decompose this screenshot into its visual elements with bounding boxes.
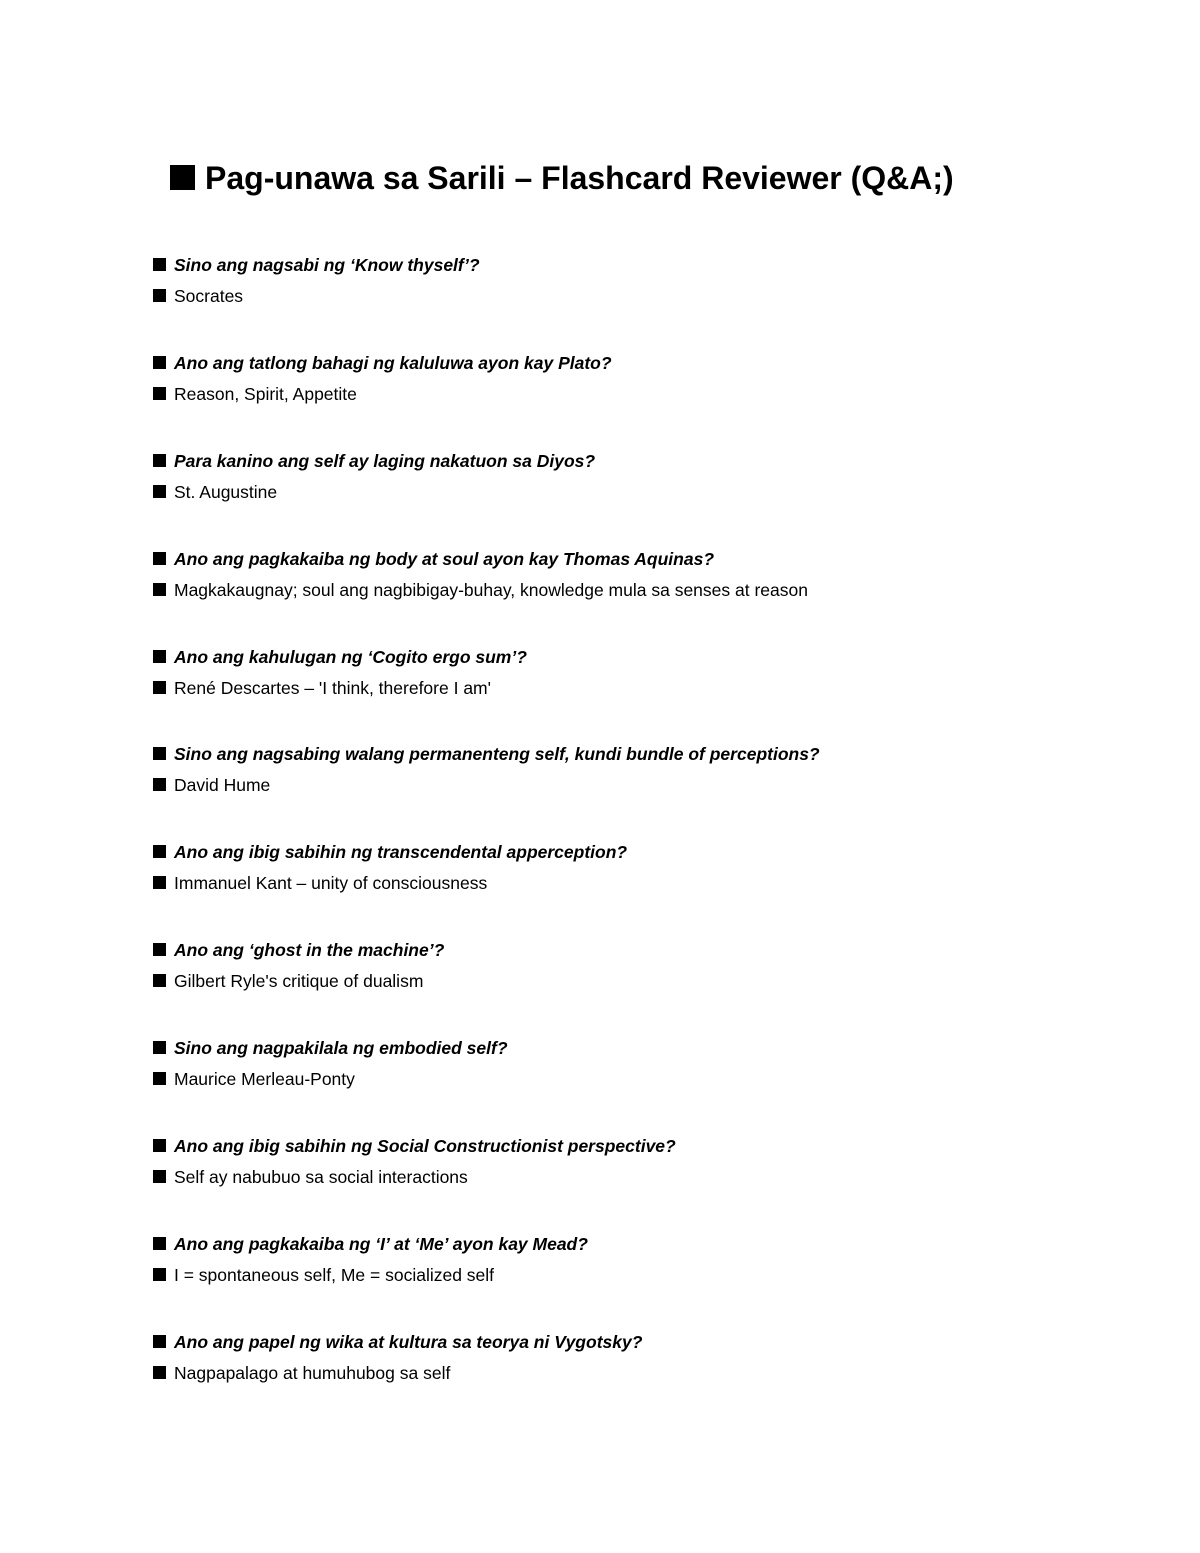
black-square-icon (153, 876, 166, 889)
flashcard-question: Ano ang ibig sabihin ng transcendental apperception? (153, 841, 1103, 872)
black-square-icon (153, 1072, 166, 1085)
flashcard (153, 1037, 1103, 1135)
black-square-icon (153, 681, 166, 694)
flashcard-question: Para kanino ang self ay laging nakatuon sa Diyos? (153, 450, 1103, 481)
page-title-text: Pag-unawa sa Sarili – Flashcard Reviewer (Q&A;) (205, 160, 954, 196)
black-square-icon (153, 943, 166, 956)
flashcard-question: Ano ang kahulugan ng ‘Cogito ergo sum’? (153, 646, 1103, 677)
black-square-icon (153, 1268, 166, 1281)
flashcard (153, 548, 1103, 646)
flashcard-answer: René Descartes – 'I think, therefore I am' (153, 677, 1103, 708)
black-square-icon (153, 583, 166, 596)
flashcard-answer: St. Augustine (153, 481, 1103, 512)
flashcard-answer: Self ay nabubuo sa social interactions (153, 1166, 1103, 1197)
flashcard-question: Sino ang nagsabing walang permanenteng self, kundi bundle of perceptions? (153, 743, 1103, 774)
black-square-icon (153, 1170, 166, 1183)
flashcard (153, 646, 1103, 744)
black-square-icon (153, 1041, 166, 1054)
flashcard-question: Ano ang papel ng wika at kultura sa teorya ni Vygotsky? (153, 1331, 1103, 1362)
flashcard-answer: David Hume (153, 774, 1103, 805)
flashcard-question: Ano ang ‘ghost in the machine’? (153, 939, 1103, 970)
flashcard (153, 1233, 1103, 1331)
flashcard-answer: Immanuel Kant – unity of consciousness (153, 872, 1103, 903)
black-square-icon (153, 650, 166, 663)
black-square-icon (153, 387, 166, 400)
flashcard-answer: I = spontaneous self, Me = socialized self (153, 1264, 1103, 1295)
flashcard (153, 743, 1103, 841)
black-square-icon (153, 356, 166, 369)
flashcard-question: Sino ang nagpakilala ng embodied self? (153, 1037, 1103, 1068)
black-square-icon (153, 1335, 166, 1348)
flashcard-answer: Reason, Spirit, Appetite (153, 383, 1103, 414)
black-square-icon (153, 778, 166, 791)
black-square-icon (153, 454, 166, 467)
flashcard-answer: Maurice Merleau-Ponty (153, 1068, 1103, 1099)
flashcard-answer: Magkakaugnay; soul ang nagbibigay-buhay, knowledge mula sa senses at reason (153, 579, 1103, 610)
flashcard-question: Ano ang pagkakaiba ng body at soul ayon kay Thomas Aquinas? (153, 548, 1103, 579)
flashcard-question: Ano ang tatlong bahagi ng kaluluwa ayon kay Plato? (153, 352, 1103, 383)
flashcard (153, 939, 1103, 1037)
flashcard-question: Ano ang ibig sabihin ng Social Constructionist perspective? (153, 1135, 1103, 1166)
flashcard-answer: Socrates (153, 285, 1103, 316)
page-title (170, 156, 1070, 200)
flashcard (153, 1331, 1103, 1429)
flashcard-question: Sino ang nagsabi ng ‘Know thyself’? (153, 254, 1103, 285)
black-square-icon (153, 1139, 166, 1152)
black-square-icon (153, 747, 166, 760)
flashcard (153, 841, 1103, 939)
black-square-icon (153, 485, 166, 498)
black-square-icon (153, 974, 166, 987)
black-square-icon (153, 258, 166, 271)
flashcard-list (153, 254, 1103, 1429)
flashcard-answer: Nagpapalago at humuhubog sa self (153, 1362, 1103, 1393)
black-square-icon (153, 1366, 166, 1379)
black-square-icon (153, 1237, 166, 1250)
black-square-icon (153, 552, 166, 565)
black-square-icon (153, 289, 166, 302)
flashcard (153, 1135, 1103, 1233)
black-square-icon (170, 165, 195, 190)
flashcard (153, 450, 1103, 548)
flashcard (153, 254, 1103, 352)
black-square-icon (153, 845, 166, 858)
flashcard-answer: Gilbert Ryle's critique of dualism (153, 970, 1103, 1001)
flashcard-question: Ano ang pagkakaiba ng ‘I’ at ‘Me’ ayon kay Mead? (153, 1233, 1103, 1264)
flashcard (153, 352, 1103, 450)
